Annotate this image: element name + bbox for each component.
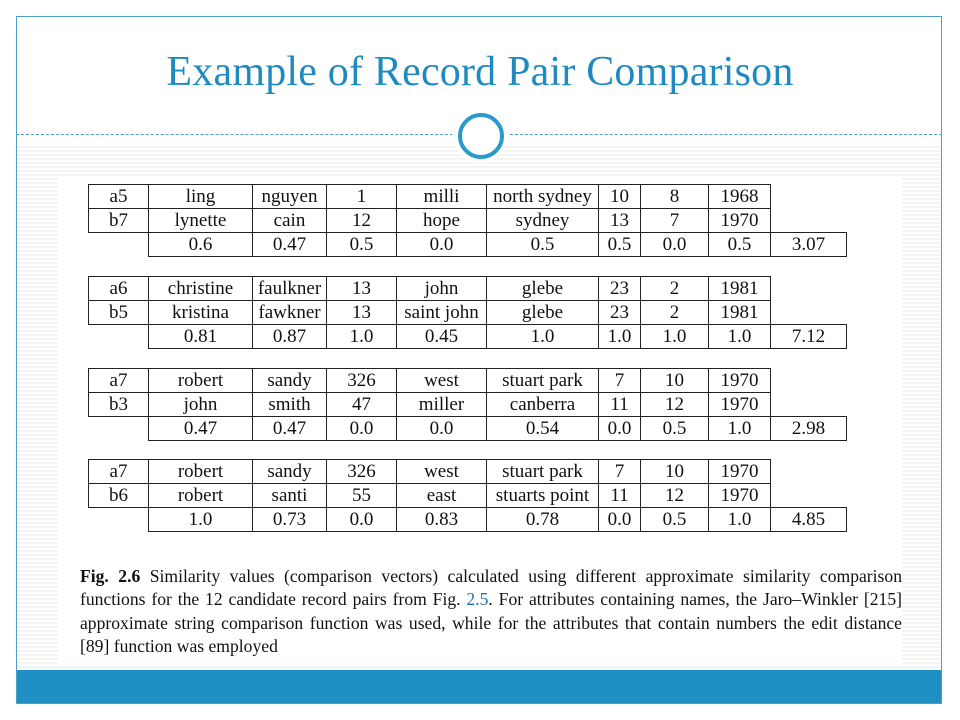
attribute-cell: ling [149, 185, 253, 209]
attribute-cell: fawkner [253, 301, 327, 325]
pair-comparison-table [88, 276, 847, 349]
attribute-cell: 23 [599, 277, 641, 301]
similarity-value-cell: 1.0 [709, 417, 771, 441]
attribute-cell: 12 [641, 484, 709, 508]
attribute-cell: miller [397, 393, 487, 417]
empty-cell [771, 209, 847, 233]
attribute-cell: john [397, 277, 487, 301]
similarity-value-cell: 0.47 [149, 417, 253, 441]
attribute-cell: 10 [641, 369, 709, 393]
similarity-value-cell: 0.78 [487, 508, 599, 532]
record-a-row [89, 185, 847, 209]
attribute-cell: 11 [599, 484, 641, 508]
attribute-cell: sydney [487, 209, 599, 233]
attribute-cell: cain [253, 209, 327, 233]
circle-ornament-icon [458, 113, 504, 159]
pair-comparison-table [88, 184, 847, 257]
empty-cell [89, 417, 149, 441]
record-a-row [89, 369, 847, 393]
attribute-cell: sandy [253, 369, 327, 393]
record-b-row [89, 484, 847, 508]
attribute-cell: 326 [327, 369, 397, 393]
attribute-cell: robert [149, 484, 253, 508]
attribute-cell: santi [253, 484, 327, 508]
attribute-cell: 10 [641, 460, 709, 484]
record-id-cell: a7 [89, 369, 149, 393]
record-b-row [89, 209, 847, 233]
attribute-cell: 1 [327, 185, 397, 209]
similarity-value-cell: 0.0 [599, 417, 641, 441]
similarity-value-cell: 1.0 [709, 325, 771, 349]
attribute-cell: robert [149, 369, 253, 393]
attribute-cell: 12 [641, 393, 709, 417]
empty-cell [771, 484, 847, 508]
attribute-cell: 1970 [709, 460, 771, 484]
attribute-cell: north sydney [487, 185, 599, 209]
record-b-row [89, 301, 847, 325]
attribute-cell: 7 [599, 460, 641, 484]
similarity-value-cell: 0.0 [641, 233, 709, 257]
attribute-cell: 8 [641, 185, 709, 209]
attribute-cell: east [397, 484, 487, 508]
attribute-cell: stuart park [487, 460, 599, 484]
attribute-cell: 7 [599, 369, 641, 393]
attribute-cell: faulkner [253, 277, 327, 301]
attribute-cell: nguyen [253, 185, 327, 209]
record-id-cell: a7 [89, 460, 149, 484]
similarity-value-cell: 0.45 [397, 325, 487, 349]
attribute-cell: glebe [487, 277, 599, 301]
similarity-value-cell: 0.81 [149, 325, 253, 349]
similarity-row [89, 233, 847, 257]
empty-cell [771, 301, 847, 325]
attribute-cell: 1981 [709, 301, 771, 325]
record-a-row [89, 277, 847, 301]
footer-bar [17, 670, 941, 703]
record-id-cell: a5 [89, 185, 149, 209]
similarity-value-cell: 0.54 [487, 417, 599, 441]
attribute-cell: 23 [599, 301, 641, 325]
record-id-cell: b7 [89, 209, 149, 233]
similarity-value-cell: 1.0 [599, 325, 641, 349]
attribute-cell: kristina [149, 301, 253, 325]
similarity-value-cell: 0.5 [641, 417, 709, 441]
similarity-value-cell: 0.5 [599, 233, 641, 257]
attribute-cell: christine [149, 277, 253, 301]
empty-cell [89, 325, 149, 349]
record-id-cell: b3 [89, 393, 149, 417]
similarity-value-cell: 0.0 [599, 508, 641, 532]
attribute-cell: milli [397, 185, 487, 209]
attribute-cell: stuart park [487, 369, 599, 393]
attribute-cell: 55 [327, 484, 397, 508]
similarity-value-cell: 0.47 [253, 417, 327, 441]
caption-text-part-2: . For attributes containing names, the Jaro–Winkler [215] approximate string comparison function was used, while for the attributes that contain numbers the edit distance [89] function was employed [80, 589, 902, 656]
similarity-value-cell: 0.0 [397, 417, 487, 441]
attribute-cell: sandy [253, 460, 327, 484]
attribute-cell: 1968 [709, 185, 771, 209]
attribute-cell: hope [397, 209, 487, 233]
empty-cell [771, 185, 847, 209]
similarity-value-cell: 0.5 [709, 233, 771, 257]
similarity-value-cell: 0.5 [641, 508, 709, 532]
attribute-cell: 326 [327, 460, 397, 484]
similarity-value-cell: 1.0 [487, 325, 599, 349]
empty-cell [89, 233, 149, 257]
similarity-value-cell: 0.73 [253, 508, 327, 532]
attribute-cell: 10 [599, 185, 641, 209]
attribute-cell: 47 [327, 393, 397, 417]
slide-title: Example of Record Pair Comparison [166, 49, 794, 95]
similarity-value-cell: 0.0 [327, 508, 397, 532]
similarity-row [89, 508, 847, 532]
empty-cell [771, 369, 847, 393]
total-similarity-cell: 2.98 [771, 417, 847, 441]
record-b-row [89, 393, 847, 417]
attribute-cell: 1970 [709, 209, 771, 233]
pair-comparison-table [88, 459, 847, 532]
similarity-value-cell: 1.0 [709, 508, 771, 532]
record-id-cell: b5 [89, 301, 149, 325]
pair-comparison-table [88, 368, 847, 441]
figure-reference-link[interactable]: 2.5 [466, 589, 489, 610]
attribute-cell: 13 [327, 277, 397, 301]
similarity-value-cell: 0.6 [149, 233, 253, 257]
attribute-cell: 13 [599, 209, 641, 233]
figure-caption [80, 565, 902, 658]
attribute-cell: canberra [487, 393, 599, 417]
empty-cell [771, 277, 847, 301]
empty-cell [771, 393, 847, 417]
attribute-cell: stuarts point [487, 484, 599, 508]
attribute-cell: 12 [327, 209, 397, 233]
total-similarity-cell: 7.12 [771, 325, 847, 349]
similarity-value-cell: 0.47 [253, 233, 327, 257]
attribute-cell: 2 [641, 301, 709, 325]
attribute-cell: 2 [641, 277, 709, 301]
similarity-value-cell: 1.0 [149, 508, 253, 532]
attribute-cell: 1970 [709, 369, 771, 393]
similarity-value-cell: 0.5 [327, 233, 397, 257]
empty-cell [771, 460, 847, 484]
caption-text-part-1: Similarity values (comparison vectors) calculated using different approximate similarity comparison functions for the 12 candidate record pairs from Fig. [80, 566, 902, 610]
attribute-cell: 11 [599, 393, 641, 417]
attribute-cell: 13 [327, 301, 397, 325]
attribute-cell: 1981 [709, 277, 771, 301]
similarity-value-cell: 0.5 [487, 233, 599, 257]
similarity-value-cell: 0.0 [327, 417, 397, 441]
figure-label: Fig. 2.6 [80, 566, 141, 586]
similarity-value-cell: 1.0 [641, 325, 709, 349]
attribute-cell: 1970 [709, 393, 771, 417]
record-id-cell: b6 [89, 484, 149, 508]
empty-cell [89, 508, 149, 532]
attribute-cell: glebe [487, 301, 599, 325]
attribute-cell: john [149, 393, 253, 417]
total-similarity-cell: 4.85 [771, 508, 847, 532]
attribute-cell: 1970 [709, 484, 771, 508]
attribute-cell: robert [149, 460, 253, 484]
similarity-value-cell: 0.83 [397, 508, 487, 532]
attribute-cell: saint john [397, 301, 487, 325]
similarity-value-cell: 1.0 [327, 325, 397, 349]
similarity-value-cell: 0.87 [253, 325, 327, 349]
similarity-value-cell: 0.0 [397, 233, 487, 257]
attribute-cell: smith [253, 393, 327, 417]
similarity-row [89, 325, 847, 349]
total-similarity-cell: 3.07 [771, 233, 847, 257]
record-a-row [89, 460, 847, 484]
attribute-cell: west [397, 369, 487, 393]
attribute-cell: west [397, 460, 487, 484]
attribute-cell: lynette [149, 209, 253, 233]
record-id-cell: a6 [89, 277, 149, 301]
attribute-cell: 7 [641, 209, 709, 233]
similarity-row [89, 417, 847, 441]
